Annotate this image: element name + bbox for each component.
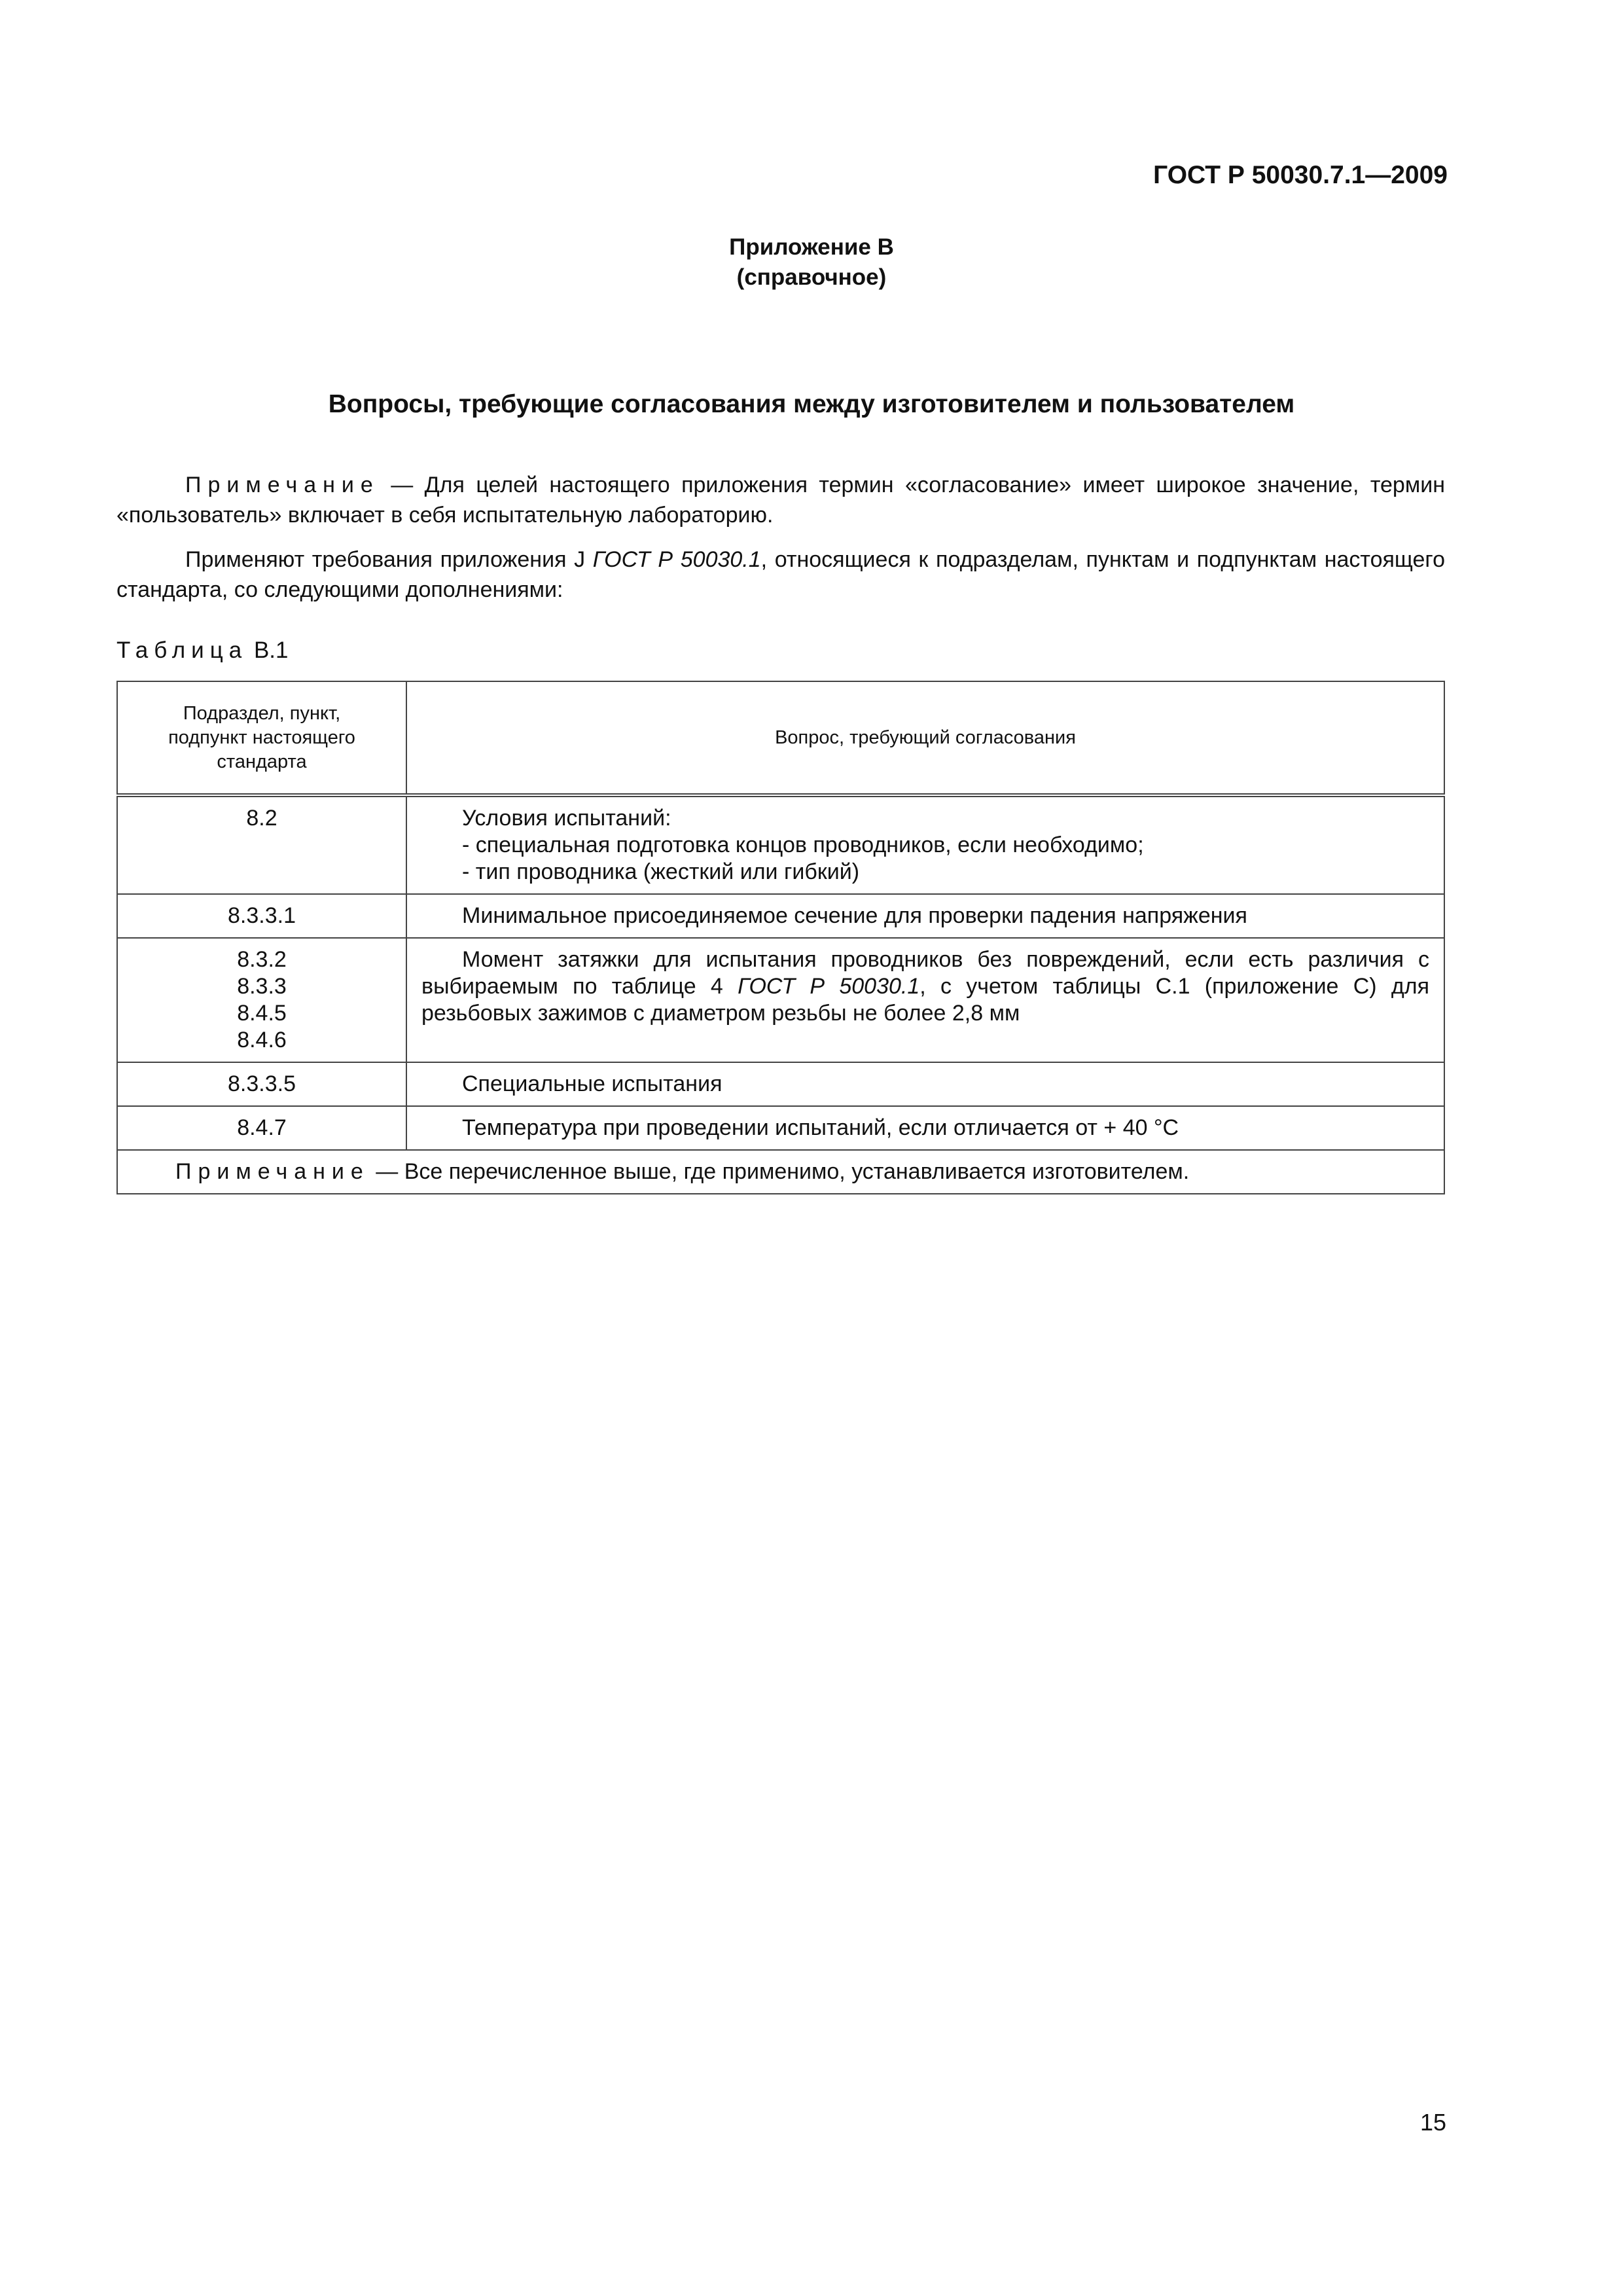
annex-status: (справочное) xyxy=(736,264,887,290)
agreement-issues-table xyxy=(116,681,1445,1194)
clause-cell: 8.3.3.1 xyxy=(117,894,406,938)
note-label: Примечание xyxy=(185,473,380,497)
table-row xyxy=(117,1106,1444,1150)
header-clause: Подраздел, пункт, подпункт настоящего стандарта xyxy=(117,681,406,795)
table-row xyxy=(117,938,1444,1062)
issue-cell: Специальные испытания xyxy=(406,1062,1444,1106)
annex-heading xyxy=(0,232,1623,293)
clause-cell: 8.3.3.5 xyxy=(117,1062,406,1106)
table-note-text: — Все перечисленное выше, где применимо, устанавливается изготовителем. xyxy=(369,1159,1190,1184)
standard-reference: ГОСТ Р 50030.1 xyxy=(592,547,761,572)
table-row xyxy=(117,795,1444,894)
table-caption-number: В.1 xyxy=(247,637,289,663)
annex-title: Приложение В xyxy=(729,234,894,260)
header-issue: Вопрос, требующий согласования xyxy=(406,681,1444,795)
issue-cell: Температура при проведении испытаний, если отличается от + 40 °С xyxy=(406,1106,1444,1150)
introductory-note xyxy=(116,470,1445,530)
table-caption xyxy=(116,637,289,664)
table-note-row xyxy=(117,1150,1444,1194)
paragraph-text-end: , относящиеся к подразделам, пунктам и подпунктам настоящего стандарта, со следующими дополнениями: xyxy=(116,547,1445,602)
clause-cell: 8.4.7 xyxy=(117,1106,406,1150)
table-header-row xyxy=(117,681,1444,795)
table-note xyxy=(117,1150,1444,1194)
requirements-paragraph xyxy=(116,545,1445,605)
standard-reference: ГОСТ Р 50030.1 xyxy=(738,974,920,999)
issue-cell: Условия испытаний: - специальная подготовка концов проводников, если необходимо; - тип проводника (жесткий или гибкий) xyxy=(406,795,1444,894)
section-title: Вопросы, требующие согласования между изготовителем и пользователем xyxy=(328,390,1295,418)
clause-cell: 8.2 xyxy=(117,795,406,894)
document-code: ГОСТ Р 50030.7.1—2009 xyxy=(1153,161,1448,189)
table-row xyxy=(117,894,1444,938)
paragraph-text-start: Применяют требования приложения J xyxy=(185,547,593,572)
clause-cell: 8.3.2 8.3.3 8.4.5 8.4.6 xyxy=(117,938,406,1062)
table-row xyxy=(117,1062,1444,1106)
note-text: — Для целей настоящего приложения термин «согласование» имеет широкое значение, термин «пользователь» включает в себя испытательную лабораторию. xyxy=(116,473,1445,528)
page-number: 15 xyxy=(1419,2109,1446,2136)
issue-cell: Момент затяжки для испытания проводников без повреждений, если есть различия с выбираемым по таблице 4 ГОСТ Р 50030.1, с учетом таблицы С.1 (приложение С) для резьбовых зажимов с диаметром резьбы не более 2,8 мм xyxy=(406,938,1444,1062)
table-caption-label: Таблица xyxy=(116,637,248,663)
table-note-label: Примечание xyxy=(175,1159,370,1184)
issue-cell: Минимальное присоединяемое сечение для проверки падения напряжения xyxy=(406,894,1444,938)
